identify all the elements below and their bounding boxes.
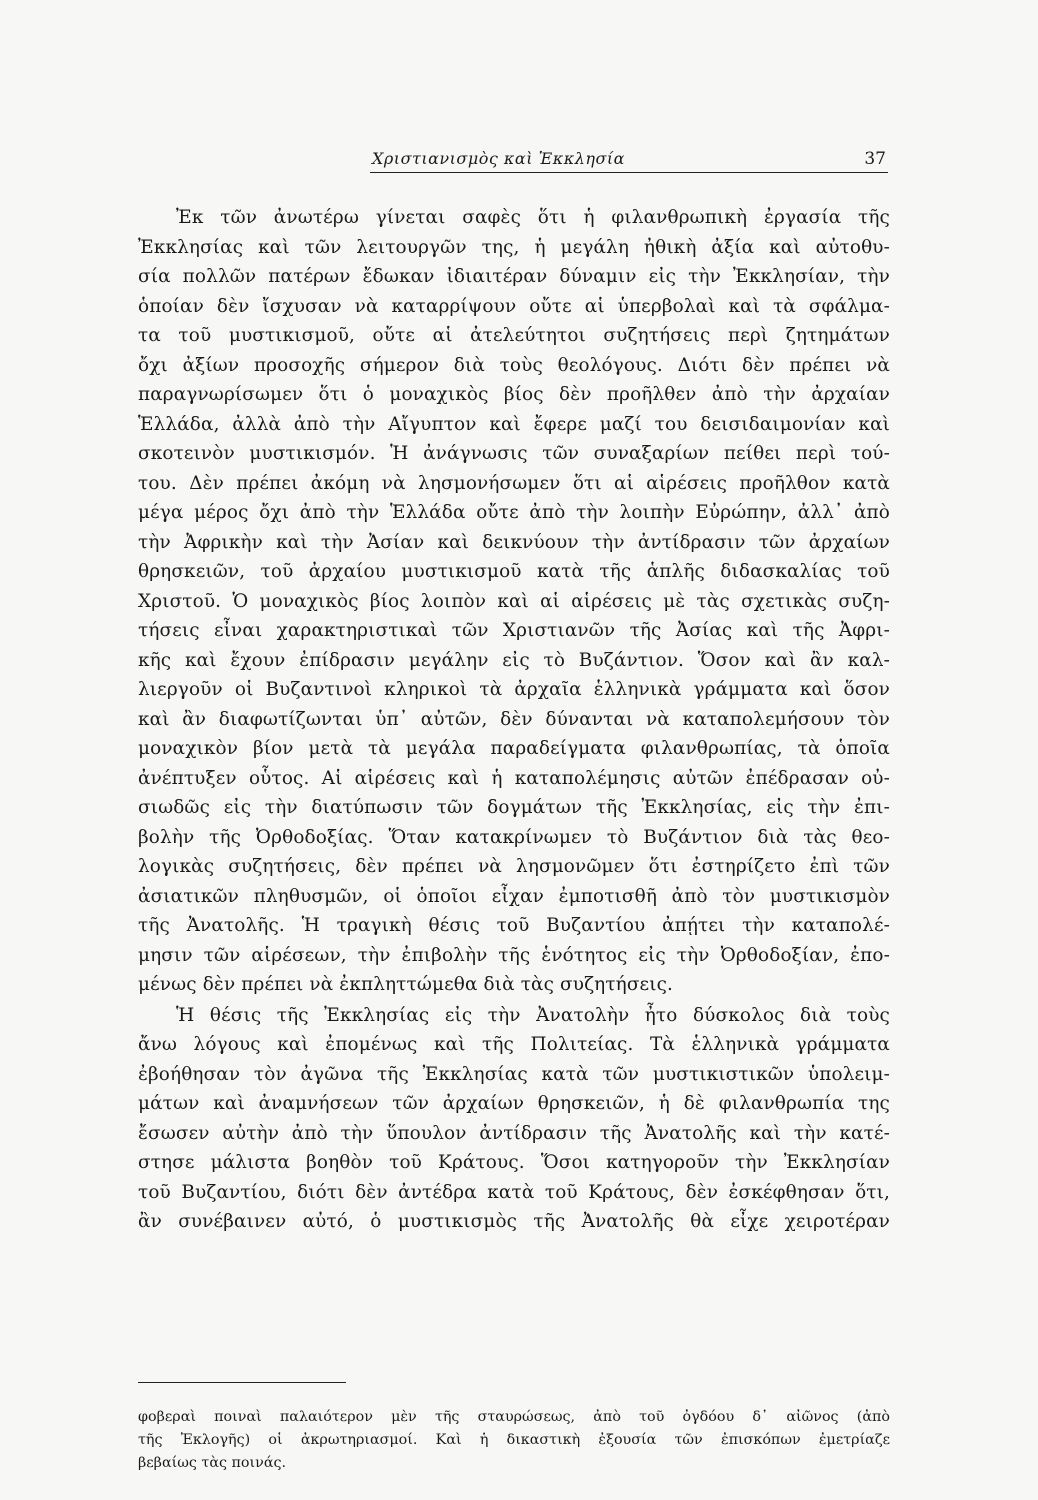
footnote [138,1406,890,1475]
text-line: μοναχικὸν βίον μετὰ τὰ μεγάλα παραδείγματα φιλανθρωπίας, τὰ ὁποῖα [138,738,890,759]
text-line: τοῦ Βυζαντίου, διότι δὲν ἀντέδρα κατὰ τοῦ Κράτους, δὲν ἐσκέφθησαν ὅτι, [138,1181,890,1203]
text-line: καὶ ἂν διαφωτίζωνται ὑπ᾽ αὐτῶν, δὲν δύνανται νὰ καταπολεμήσουν τὸν [138,708,890,730]
text-line: ὄχι ἀξίων προσοχῆς σήμερον διὰ τοὺς θεολόγους. Διότι δὲν πρέπει νὰ [138,354,890,376]
text-line: θρησκειῶν, τοῦ ἀρχαίου μυστικισμοῦ κατὰ τῆς ἁπλῆς διδασκαλίας τοῦ [138,561,890,582]
text-line: ἂν συνέβαινεν αὐτό, ὁ μυστικισμὸς τῆς Ἀνατολῆς θὰ εἶχε χειροτέραν [138,1211,890,1232]
text-line: σκοτεινὸν μυστικισμόν. Ἡ ἀνάγνωσις τῶν συναξαρίων πείθει περὶ τού- [138,443,890,464]
text-line: μέγα μέρος ὄχι ἀπὸ τὴν Ἑλλάδα οὔτε ἀπὸ τὴν λοιπὴν Εὐρώπην, ἀλλ᾽ ἀπὸ [138,502,890,523]
footnote-line: φοβεραὶ ποιναὶ παλαιότερον μὲν τῆς σταυρώσεως, ἀπὸ τοῦ ὀγδόου δ᾽ αἰῶνος (ἀπὸ [138,1409,890,1425]
text-line: Ἡ θέσις τῆς Ἐκκλησίας εἰς τὴν Ἀνατολὴν ἦτο δύσκολος διὰ τοὺς [176,1004,890,1026]
footnote-line: βεβαίως τὰς ποινάς. [138,1455,287,1471]
text-line: τα τοῦ μυστικισμοῦ, οὔτε αἱ ἀτελεύτητοι συζητήσεις περὶ ζητημάτων [138,325,890,346]
running-header [140,145,888,171]
text-line: λογικὰς συζητήσεις, δὲν πρέπει νὰ λησμονῶμεν ὅτι ἐστηρίζετο ἐπὶ τῶν [138,856,890,877]
text-line: ἔσωσεν αὐτὴν ἀπὸ τὴν ὕπουλον ἀντίδρασιν τῆς Ἀνατολῆς καὶ τὴν κατέ- [138,1122,890,1144]
text-line: τῆς Ἀνατολῆς. Ἡ τραγικὴ θέσις τοῦ Βυζαντίου ἀπῄτει τὴν καταπολέ- [138,915,890,936]
text-line: βολὴν τῆς Ὀρθοδοξίας. Ὅταν κατακρίνωμεν τὸ Βυζάντιον διὰ τὰς θεο- [138,826,890,848]
text-line: Ἐκκλησίας καὶ τῶν λειτουργῶν της, ἡ μεγάλη ἠθικὴ ἀξία καὶ αὐτοθυ- [138,236,890,258]
text-line: μάτων καὶ ἀναμνήσεων τῶν ἀρχαίων θρησκειῶν, ἡ δὲ φιλανθρωπία της [138,1093,890,1114]
text-line: τὴν Ἀφρικὴν καὶ τὴν Ἀσίαν καὶ δεικνύουν τὴν ἀντίδρασιν τῶν ἀρχαίων [138,531,890,553]
page-number: 37 [864,149,886,169]
text-line: σία πολλῶν πατέρων ἔδωκαν ἰδιαιτέραν δύναμιν εἰς τὴν Ἐκκλησίαν, τὴν [138,266,890,287]
text-line: παραγνωρίσωμεν ὅτι ὁ μοναχικὸς βίος δὲν προῆλθεν ἀπὸ τὴν ἀρχαίαν [138,384,890,405]
header-rule [370,172,888,173]
text-line: ὁποίαν δὲν ἴσχυσαν νὰ καταρρίψουν οὔτε αἱ ὑπερβολαὶ καὶ τὰ σφάλμα- [138,295,890,317]
text-line: κῆς καὶ ἔχουν ἐπίδρασιν μεγάλην εἰς τὸ Βυζάντιον. Ὅσον καὶ ἂν καλ- [138,649,890,671]
main-text [138,203,890,1237]
text-line: Ἐκ τῶν ἀνωτέρω γίνεται σαφὲς ὅτι ἡ φιλανθρωπικὴ ἐργασία τῆς [176,207,890,228]
running-title: Χριστιανισμὸς καὶ Ἐκκλησία [372,149,625,168]
text-line: ἄνω λόγους καὶ ἐπομένως καὶ τῆς Πολιτείας. Τὰ ἑλληνικὰ γράμματα [138,1034,890,1055]
text-line: σιωδῶς εἰς τὴν διατύπωσιν τῶν δογμάτων τῆς Ἐκκλησίας, εἰς τὴν ἐπι- [138,797,890,818]
text-line: του. Δὲν πρέπει ἀκόμη νὰ λησμονήσωμεν ὅτι αἱ αἱρέσεις προῆλθον κατὰ [138,472,890,494]
text-line: ἀνέπτυξεν οὗτος. Αἱ αἱρέσεις καὶ ἡ καταπολέμησις αὐτῶν ἐπέδρασαν οὐ- [138,767,890,789]
footnote-rule [138,1382,346,1383]
text-line: τήσεις εἶναι χαρακτηριστικαὶ τῶν Χριστιανῶν τῆς Ἀσίας καὶ τῆς Ἀφρι- [138,620,890,641]
footnote-line: τῆς Ἐκλογῆς) οἱ ἀκρωτηριασμοί. Καὶ ἡ δικαστικὴ ἐξουσία τῶν ἐπισκόπων ἐμετρίαζε [138,1432,890,1448]
text-line: ἀσιατικῶν πληθυσμῶν, οἱ ὁποῖοι εἶχαν ἐμποτισθῆ ἀπὸ τὸν μυστικισμὸν [138,885,890,907]
text-line: μένως δὲν πρέπει νὰ ἐκπληττώμεθα διὰ τὰς συζητήσεις. [138,974,674,995]
text-line: Ἑλλάδα, ἀλλὰ ἀπὸ τὴν Αἴγυπτον καὶ ἔφερε μαζί του δεισιδαιμονίαν καὶ [138,413,890,435]
text-line: ἐβοήθησαν τὸν ἀγῶνα τῆς Ἐκκλησίας κατὰ τῶν μυστικιστικῶν ὑπολειμ- [138,1063,890,1085]
text-line: Χριστοῦ. Ὁ μοναχικὸς βίος λοιπὸν καὶ αἱ αἱρέσεις μὲ τὰς σχετικὰς συζη- [138,590,890,612]
text-line: στησε μάλιστα βοηθὸν τοῦ Κράτους. Ὅσοι κατηγοροῦν τὴν Ἐκκλησίαν [138,1152,890,1173]
text-line: λιεργοῦν οἱ Βυζαντινοὶ κληρικοὶ τὰ ἀρχαῖα ἑλληνικὰ γράμματα καὶ ὅσον [138,679,890,700]
text-line: μησιν τῶν αἱρέσεων, τὴν ἐπιβολὴν τῆς ἑνότητος εἰς τὴν Ὀρθοδοξίαν, ἐπο- [138,944,890,966]
